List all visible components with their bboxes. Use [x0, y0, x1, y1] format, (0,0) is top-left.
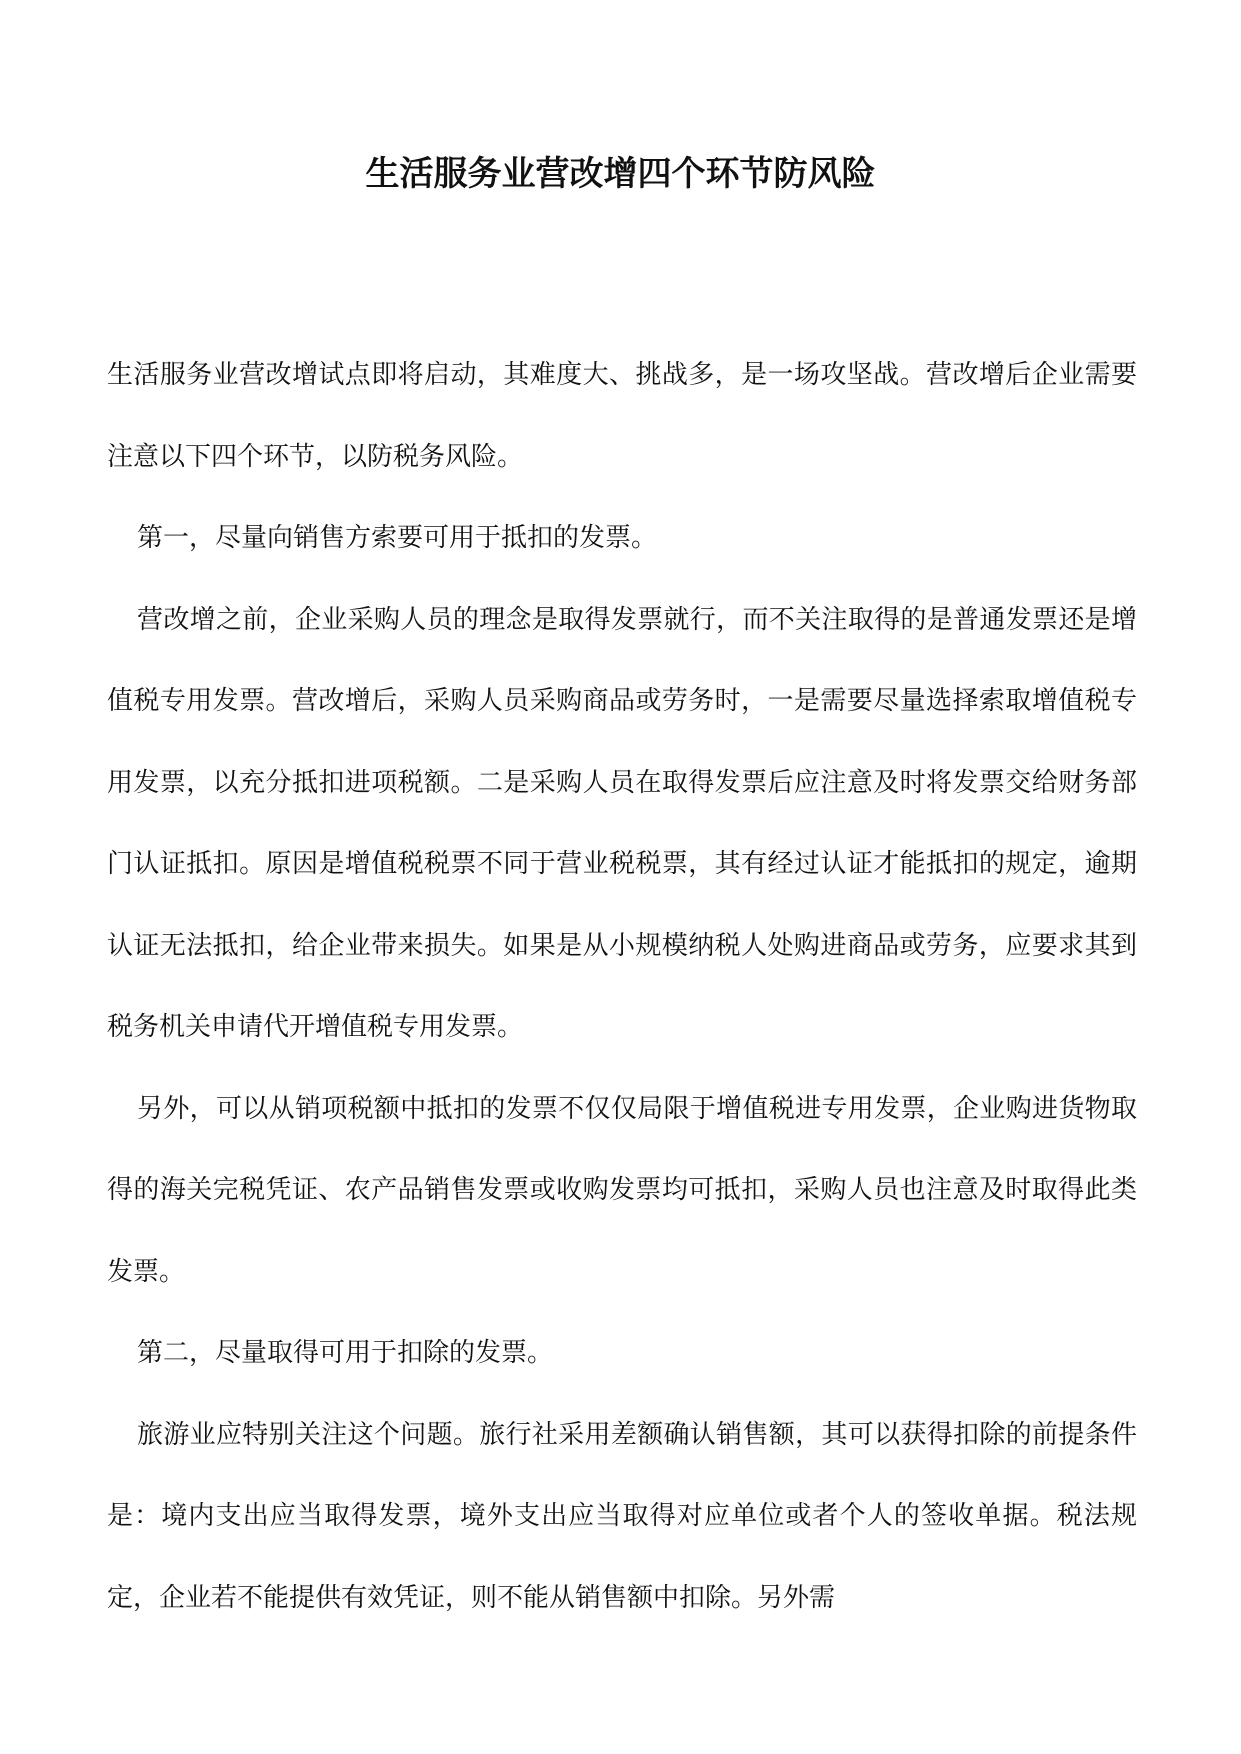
paragraph-first-detail: 营改增之前，企业采购人员的理念是取得发票就行，而不关注取得的是普通发票还是增值税专用发票。营改增后，采购人员采购商品或劳务时，一是需要尽量选择索取增值税专用发票，以充分抵扣进项税额。二是采购人员在取得发票后应注意及时将发票交给财务部门认证抵扣。原因是增值税税票不同于营业税税票，其有经过认证才能抵扣的规定，逾期认证无法抵扣，给企业带来损失。如果是从小规模纳税人处购进商品或劳务，应要求其到税务机关申请代开增值税专用发票。 [107, 604, 1137, 1042]
document-title: 生活服务业营改增四个环节防风险 [365, 154, 876, 194]
section-heading-first: 第一，尽量向销售方索要可用于抵扣的发票。 [137, 523, 658, 553]
paragraph-second-detail: 旅游业应特别关注这个问题。旅行社采用差额确认销售额，其可以获得扣除的前提条件是：境内支出应当取得发票，境外支出应当取得对应单位或者个人的签收单据。税法规定，企业若不能提供有效凭证，则不能从销售额中扣除。另外需 [107, 1419, 1137, 1613]
section-heading-second: 第二，尽量取得可用于扣除的发票。 [137, 1338, 554, 1368]
paragraph-intro: 生活服务业营改增试点即将启动，其难度大、挑战多，是一场攻坚战。营改增后企业需要注意以下四个环节，以防税务风险。 [107, 360, 1137, 472]
document-body [107, 335, 1137, 1639]
paragraph-first-additional: 另外，可以从销项税额中抵扣的发票不仅仅局限于增值税进专用发票，企业购进货物取得的海关完税凭证、农产品销售发票或收购发票均可抵扣，采购人员也注意及时取得此类发票。 [107, 1093, 1137, 1287]
